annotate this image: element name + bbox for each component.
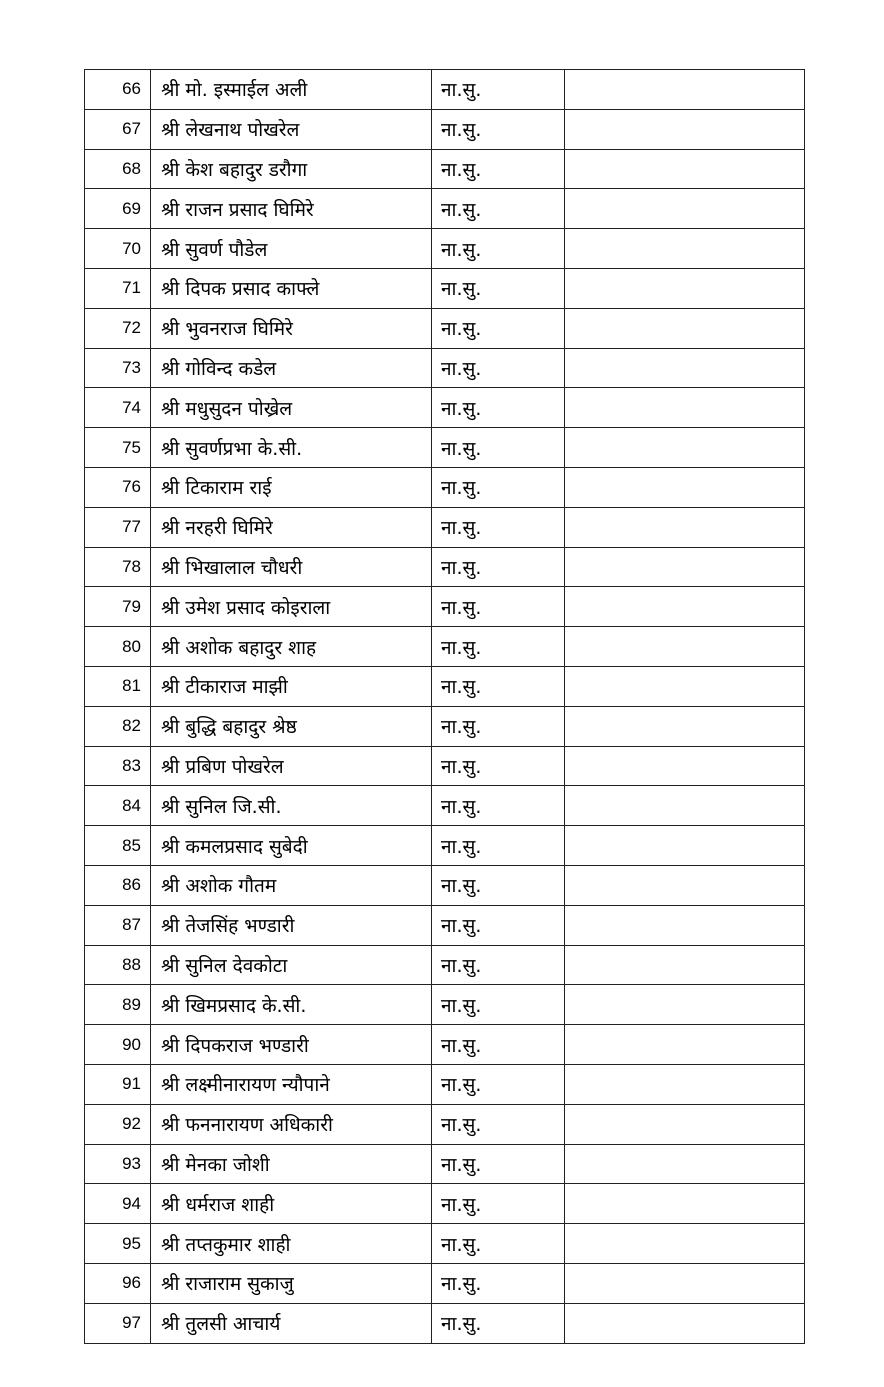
remark-cell (565, 467, 805, 507)
post-cell: ना.सु. (432, 666, 565, 706)
serial-number-cell: 69 (85, 189, 151, 229)
employee-name-cell: श्री केश बहादुर डरौगा (151, 149, 432, 189)
table-row (85, 388, 805, 428)
table-row (85, 587, 805, 627)
table-row (85, 786, 805, 826)
serial-number-cell: 70 (85, 229, 151, 269)
table-row (85, 706, 805, 746)
serial-number-cell: 83 (85, 746, 151, 786)
remark-cell (565, 547, 805, 587)
post-cell: ना.सु. (432, 1025, 565, 1065)
remark-cell (565, 1104, 805, 1144)
remark-cell (565, 1184, 805, 1224)
serial-number-cell: 72 (85, 308, 151, 348)
employee-name-cell: श्री खिमप्रसाद के.सी. (151, 985, 432, 1025)
table-row (85, 70, 805, 110)
post-cell: ना.सु. (432, 587, 565, 627)
employee-name-cell: श्री धर्मराज शाही (151, 1184, 432, 1224)
post-cell: ना.सु. (432, 268, 565, 308)
table-row (85, 985, 805, 1025)
table-row (85, 905, 805, 945)
serial-number-cell: 68 (85, 149, 151, 189)
employee-name-cell: श्री अशोक बहादुर शाह (151, 627, 432, 667)
remark-cell (565, 1144, 805, 1184)
remark-cell (565, 945, 805, 985)
table-row (85, 467, 805, 507)
post-cell: ना.सु. (432, 627, 565, 667)
remark-cell (565, 826, 805, 866)
employee-name-cell: श्री दिपकराज भण्डारी (151, 1025, 432, 1065)
table-row (85, 1224, 805, 1264)
post-cell: ना.सु. (432, 428, 565, 468)
post-cell: ना.सु. (432, 985, 565, 1025)
table-row (85, 1303, 805, 1343)
post-cell: ना.सु. (432, 786, 565, 826)
table-row (85, 1184, 805, 1224)
remark-cell (565, 109, 805, 149)
employee-name-cell: श्री लेखनाथ पोखरेल (151, 109, 432, 149)
table-row (85, 1025, 805, 1065)
serial-number-cell: 85 (85, 826, 151, 866)
employee-name-cell: श्री राजन प्रसाद घिमिरे (151, 189, 432, 229)
employee-name-cell: श्री सुनिल जि.सी. (151, 786, 432, 826)
serial-number-cell: 92 (85, 1104, 151, 1144)
post-cell: ना.सु. (432, 70, 565, 110)
serial-number-cell: 91 (85, 1064, 151, 1104)
post-cell: ना.सु. (432, 467, 565, 507)
serial-number-cell: 71 (85, 268, 151, 308)
employee-name-cell: श्री तेजसिंह भण्डारी (151, 905, 432, 945)
post-cell: ना.सु. (432, 1224, 565, 1264)
roster-body (85, 70, 805, 1344)
serial-number-cell: 73 (85, 348, 151, 388)
serial-number-cell: 82 (85, 706, 151, 746)
table-row (85, 1263, 805, 1303)
remark-cell (565, 905, 805, 945)
table-row (85, 746, 805, 786)
table-row (85, 547, 805, 587)
employee-name-cell: श्री टिकाराम राई (151, 467, 432, 507)
remark-cell (565, 1025, 805, 1065)
serial-number-cell: 67 (85, 109, 151, 149)
post-cell: ना.सु. (432, 706, 565, 746)
serial-number-cell: 79 (85, 587, 151, 627)
remark-cell (565, 189, 805, 229)
serial-number-cell: 90 (85, 1025, 151, 1065)
employee-name-cell: श्री राजाराम सुकाजु (151, 1263, 432, 1303)
serial-number-cell: 96 (85, 1263, 151, 1303)
table-row (85, 945, 805, 985)
post-cell: ना.सु. (432, 826, 565, 866)
post-cell: ना.सु. (432, 149, 565, 189)
serial-number-cell: 81 (85, 666, 151, 706)
table-row (85, 1104, 805, 1144)
serial-number-cell: 93 (85, 1144, 151, 1184)
serial-number-cell: 77 (85, 507, 151, 547)
table-row (85, 268, 805, 308)
employee-name-cell: श्री भिखालाल चौधरी (151, 547, 432, 587)
employee-name-cell: श्री तुलसी आचार्य (151, 1303, 432, 1343)
remark-cell (565, 746, 805, 786)
remark-cell (565, 428, 805, 468)
post-cell: ना.सु. (432, 388, 565, 428)
remark-cell (565, 985, 805, 1025)
serial-number-cell: 89 (85, 985, 151, 1025)
post-cell: ना.सु. (432, 547, 565, 587)
post-cell: ना.सु. (432, 507, 565, 547)
employee-name-cell: श्री प्रबिण पोखरेल (151, 746, 432, 786)
post-cell: ना.सु. (432, 746, 565, 786)
table-row (85, 348, 805, 388)
employee-name-cell: श्री सुनिल देवकोटा (151, 945, 432, 985)
remark-cell (565, 268, 805, 308)
employee-name-cell: श्री टीकाराज माझी (151, 666, 432, 706)
table-row (85, 507, 805, 547)
employee-name-cell: श्री लक्ष्मीनारायण न्यौपाने (151, 1064, 432, 1104)
staff-roster-table (84, 69, 805, 1344)
remark-cell (565, 1303, 805, 1343)
remark-cell (565, 70, 805, 110)
employee-name-cell: श्री गोविन्द कडेल (151, 348, 432, 388)
table-row (85, 428, 805, 468)
remark-cell (565, 706, 805, 746)
employee-name-cell: श्री अशोक गौतम (151, 865, 432, 905)
post-cell: ना.सु. (432, 865, 565, 905)
employee-name-cell: श्री नरहरी घिमिरे (151, 507, 432, 547)
serial-number-cell: 66 (85, 70, 151, 110)
remark-cell (565, 587, 805, 627)
serial-number-cell: 75 (85, 428, 151, 468)
post-cell: ना.सु. (432, 905, 565, 945)
employee-name-cell: श्री उमेश प्रसाद कोइराला (151, 587, 432, 627)
serial-number-cell: 95 (85, 1224, 151, 1264)
post-cell: ना.सु. (432, 1144, 565, 1184)
post-cell: ना.सु. (432, 1263, 565, 1303)
table-row (85, 627, 805, 667)
table-row (85, 865, 805, 905)
employee-name-cell: श्री मो. इस्माईल अली (151, 70, 432, 110)
employee-name-cell: श्री सुवर्णप्रभा के.सी. (151, 428, 432, 468)
employee-name-cell: श्री तप्तकुमार शाही (151, 1224, 432, 1264)
table-row (85, 189, 805, 229)
employee-name-cell: श्री भुवनराज घिमिरे (151, 308, 432, 348)
serial-number-cell: 84 (85, 786, 151, 826)
post-cell: ना.सु. (432, 1104, 565, 1144)
serial-number-cell: 88 (85, 945, 151, 985)
remark-cell (565, 507, 805, 547)
employee-name-cell: श्री मधुसुदन पोख्रेल (151, 388, 432, 428)
employee-name-cell: श्री दिपक प्रसाद काफ्ले (151, 268, 432, 308)
serial-number-cell: 94 (85, 1184, 151, 1224)
remark-cell (565, 865, 805, 905)
table-row (85, 1064, 805, 1104)
remark-cell (565, 627, 805, 667)
employee-name-cell: श्री फननारायण अधिकारी (151, 1104, 432, 1144)
employee-name-cell: श्री बुद्धि बहादुर श्रेष्ठ (151, 706, 432, 746)
table-row (85, 1144, 805, 1184)
post-cell: ना.सु. (432, 945, 565, 985)
remark-cell (565, 1263, 805, 1303)
serial-number-cell: 74 (85, 388, 151, 428)
post-cell: ना.सु. (432, 109, 565, 149)
post-cell: ना.सु. (432, 1303, 565, 1343)
employee-name-cell: श्री सुवर्ण पौडेल (151, 229, 432, 269)
post-cell: ना.सु. (432, 348, 565, 388)
table-row (85, 826, 805, 866)
remark-cell (565, 149, 805, 189)
table-row (85, 109, 805, 149)
serial-number-cell: 97 (85, 1303, 151, 1343)
remark-cell (565, 666, 805, 706)
table-row (85, 229, 805, 269)
serial-number-cell: 80 (85, 627, 151, 667)
post-cell: ना.सु. (432, 229, 565, 269)
remark-cell (565, 1224, 805, 1264)
serial-number-cell: 76 (85, 467, 151, 507)
post-cell: ना.सु. (432, 308, 565, 348)
remark-cell (565, 388, 805, 428)
remark-cell (565, 229, 805, 269)
table-row (85, 149, 805, 189)
serial-number-cell: 87 (85, 905, 151, 945)
post-cell: ना.सु. (432, 189, 565, 229)
serial-number-cell: 78 (85, 547, 151, 587)
post-cell: ना.सु. (432, 1064, 565, 1104)
serial-number-cell: 86 (85, 865, 151, 905)
table-row (85, 666, 805, 706)
remark-cell (565, 786, 805, 826)
remark-cell (565, 348, 805, 388)
employee-name-cell: श्री कमलप्रसाद सुबेदी (151, 826, 432, 866)
table-row (85, 308, 805, 348)
post-cell: ना.सु. (432, 1184, 565, 1224)
remark-cell (565, 308, 805, 348)
employee-name-cell: श्री मेनका जोशी (151, 1144, 432, 1184)
remark-cell (565, 1064, 805, 1104)
